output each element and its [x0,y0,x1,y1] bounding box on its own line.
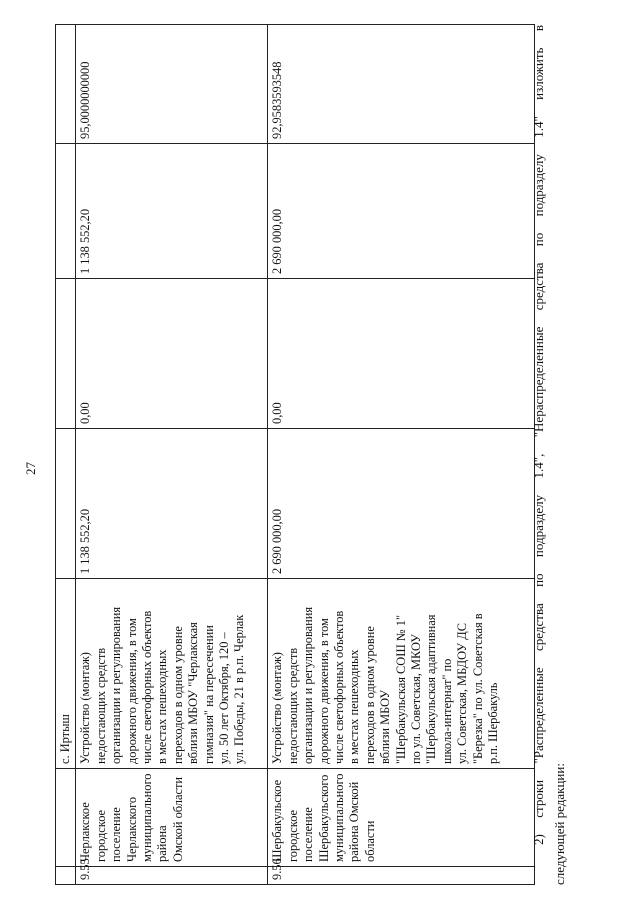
object-name-cell: Устройство (монтаж) недостающих средств организации и регулирования дорожного движения, в том числе светофорных объектов в местах пешеходных переходов в одном уровне вблизи МБОУ "Шербакульская СОШ № 1" по ул. Советская, МКОУ "Шербакульская адаптивная школа-интернат" по ул. Советская, МБДОУ ДС "Березка" по ул. Советская в р.п. Шербакуль [268,579,535,769]
table-cell [56,25,76,144]
share-cell: 92,9583593548 [268,25,535,144]
table-cell [56,144,76,279]
row-number: 9.55 [76,867,268,885]
object-name-cell: Устройство (монтаж) недостающих средств организации и регулирования дорожного движения, в том числе светофорных объектов в местах пешеходных переходов в одном уровне вблизи МБОУ "Черлакская гимназия" на пересечении ул. 50 лет Октября, 120 – ул. Победы, 21 в р.п. Черлак [76,579,268,769]
table-cell [56,429,76,579]
amendment-paragraph [528,25,570,885]
amount-total-cell: 1 138 552,20 [76,429,268,579]
page-number: 27 [23,462,38,475]
table-row [268,25,535,885]
amount-other-cell: 0,00 [76,279,268,429]
paragraph-line: 2) строки "Распределенные средства по подразделу 1.4", "Нераспределенные средства по подразделу 1.4" изложить в [531,25,546,845]
allocation-table [55,24,535,885]
amount-total-cell: 2 690 000,00 [268,429,535,579]
table-cell [56,867,76,885]
amount-other-cell: 0,00 [268,279,535,429]
locality-cell: с. Иртыш [56,579,76,769]
amount-allocated-cell: 1 138 552,20 [76,144,268,279]
table-cell [56,279,76,429]
table-row [56,25,76,885]
municipality-cell: Шербакульское городское поселение Шербакульского муниципального района Омской области [268,769,535,867]
paragraph-line: следующей редакции: [552,763,567,885]
amount-allocated-cell: 2 690 000,00 [268,144,535,279]
share-cell: 95,0000000000 [76,25,268,144]
table-cell [56,769,76,867]
municipality-cell: Черлакское городское поселение Черлакского муниципального района Омской области [76,769,268,867]
row-number: 9.56 [268,867,535,885]
table-row [76,25,268,885]
